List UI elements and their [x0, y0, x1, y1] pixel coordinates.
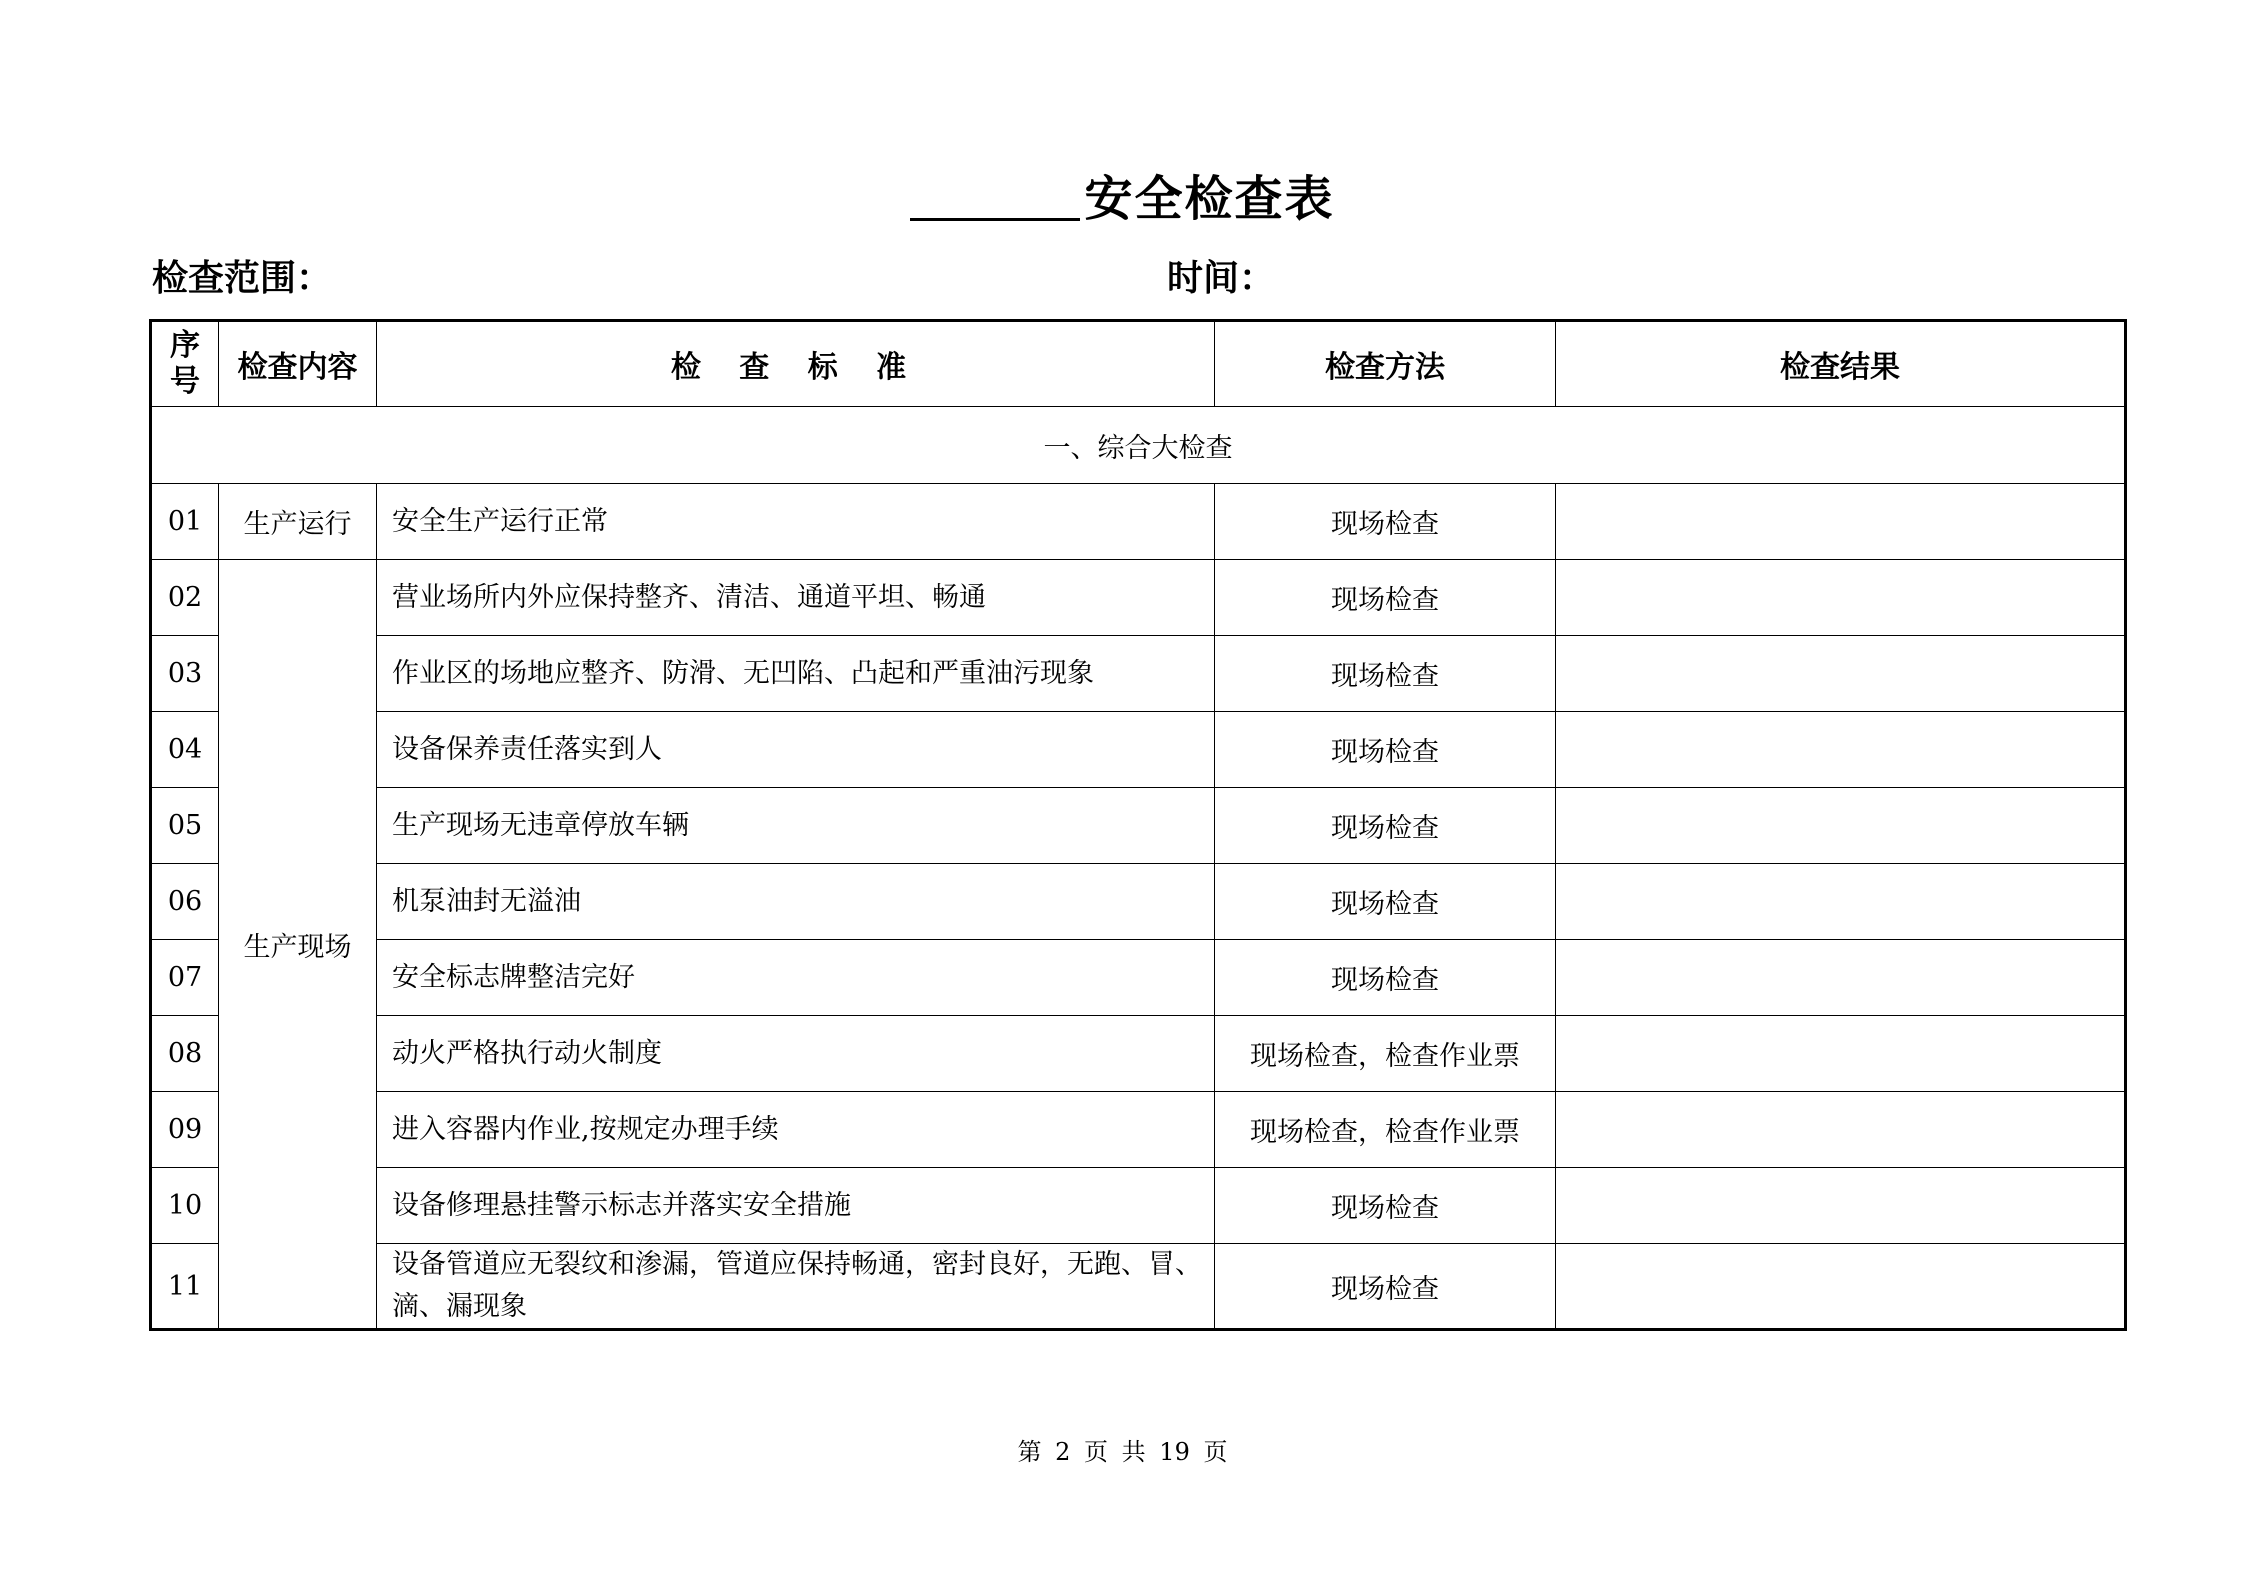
- method-cell: 现场检查，检查作业票: [1215, 1092, 1556, 1168]
- table-row: [151, 560, 2126, 636]
- result-cell[interactable]: [1556, 788, 2126, 864]
- result-cell[interactable]: [1556, 1092, 2126, 1168]
- row-number: 06: [151, 864, 219, 940]
- row-number: 10: [151, 1168, 219, 1244]
- result-cell[interactable]: [1556, 864, 2126, 940]
- result-cell[interactable]: [1556, 940, 2126, 1016]
- method-cell: 现场检查: [1215, 940, 1556, 1016]
- row-number: 08: [151, 1016, 219, 1092]
- time-label: 时间：: [1167, 257, 1276, 299]
- standard-cell: 作业区的场地应整齐、防滑、无凹陷、凸起和严重油污现象: [377, 636, 1215, 712]
- method-cell: 现场检查，检查作业票: [1215, 1016, 1556, 1092]
- header-result: 检查结果: [1556, 321, 2126, 407]
- scope-label: 检查范围：: [152, 257, 333, 299]
- method-cell: 现场检查: [1215, 1244, 1556, 1330]
- standard-cell: 安全生产运行正常: [377, 484, 1215, 560]
- method-cell: 现场检查: [1215, 1168, 1556, 1244]
- standard-cell: 营业场所内外应保持整齐、清洁、通道平坦、畅通: [377, 560, 1215, 636]
- header-method: 检查方法: [1215, 321, 1556, 407]
- table-row: [151, 1016, 2126, 1092]
- method-cell: 现场检查: [1215, 560, 1556, 636]
- result-cell[interactable]: [1556, 1016, 2126, 1092]
- section-title: 一、综合大检查: [151, 407, 2126, 484]
- result-cell[interactable]: [1556, 1168, 2126, 1244]
- standard-cell: 生产现场无违章停放车辆: [377, 788, 1215, 864]
- standard-cell: 机泵油封无溢油: [377, 864, 1215, 940]
- method-cell: 现场检查: [1215, 788, 1556, 864]
- table-header-row: [151, 321, 2126, 407]
- title-text: 安全检查表: [1084, 171, 1335, 227]
- row-number: 07: [151, 940, 219, 1016]
- meta-row: [150, 250, 2130, 300]
- header-seq: 序号: [151, 321, 219, 407]
- row-number: 01: [151, 484, 219, 560]
- standard-cell: 动火严格执行动火制度: [377, 1016, 1215, 1092]
- table-row: [151, 636, 2126, 712]
- header-standard: 检 查 标 准: [377, 321, 1215, 407]
- row-number: 02: [151, 560, 219, 636]
- result-cell[interactable]: [1556, 560, 2126, 636]
- table-row: [151, 1168, 2126, 1244]
- page-footer: 第 2 页 共 19 页: [1017, 1438, 1228, 1466]
- table-row: [151, 1092, 2126, 1168]
- standard-cell: 进入容器内作业,按规定办理手续: [377, 1092, 1215, 1168]
- standard-cell: 设备管道应无裂纹和渗漏，管道应保持畅通，密封良好，无跑、冒、滴、漏现象: [377, 1244, 1215, 1330]
- page-title: [0, 160, 2245, 229]
- standard-cell: 设备修理悬挂警示标志并落实安全措施: [377, 1168, 1215, 1244]
- result-cell[interactable]: [1556, 1244, 2126, 1330]
- result-cell[interactable]: [1556, 636, 2126, 712]
- method-cell: 现场检查: [1215, 484, 1556, 560]
- standard-cell: 安全标志牌整洁完好: [377, 940, 1215, 1016]
- result-cell[interactable]: [1556, 712, 2126, 788]
- table-row: [151, 1244, 2126, 1330]
- content-cell: 生产现场: [219, 560, 377, 1330]
- table-row: [151, 484, 2126, 560]
- table-row: [151, 788, 2126, 864]
- title-blank-line: [910, 174, 1080, 221]
- section-row: [151, 407, 2126, 484]
- method-cell: 现场检查: [1215, 864, 1556, 940]
- row-number: 09: [151, 1092, 219, 1168]
- row-number: 03: [151, 636, 219, 712]
- table-row: [151, 864, 2126, 940]
- row-number: 11: [151, 1244, 219, 1330]
- method-cell: 现场检查: [1215, 712, 1556, 788]
- row-number: 04: [151, 712, 219, 788]
- content-cell: 生产运行: [219, 484, 377, 560]
- method-cell: 现场检查: [1215, 636, 1556, 712]
- header-content: 检查内容: [219, 321, 377, 407]
- row-number: 05: [151, 788, 219, 864]
- table-row: [151, 712, 2126, 788]
- standard-cell: 设备保养责任落实到人: [377, 712, 1215, 788]
- check-table: [149, 319, 2127, 1331]
- table-row: [151, 940, 2126, 1016]
- result-cell[interactable]: [1556, 484, 2126, 560]
